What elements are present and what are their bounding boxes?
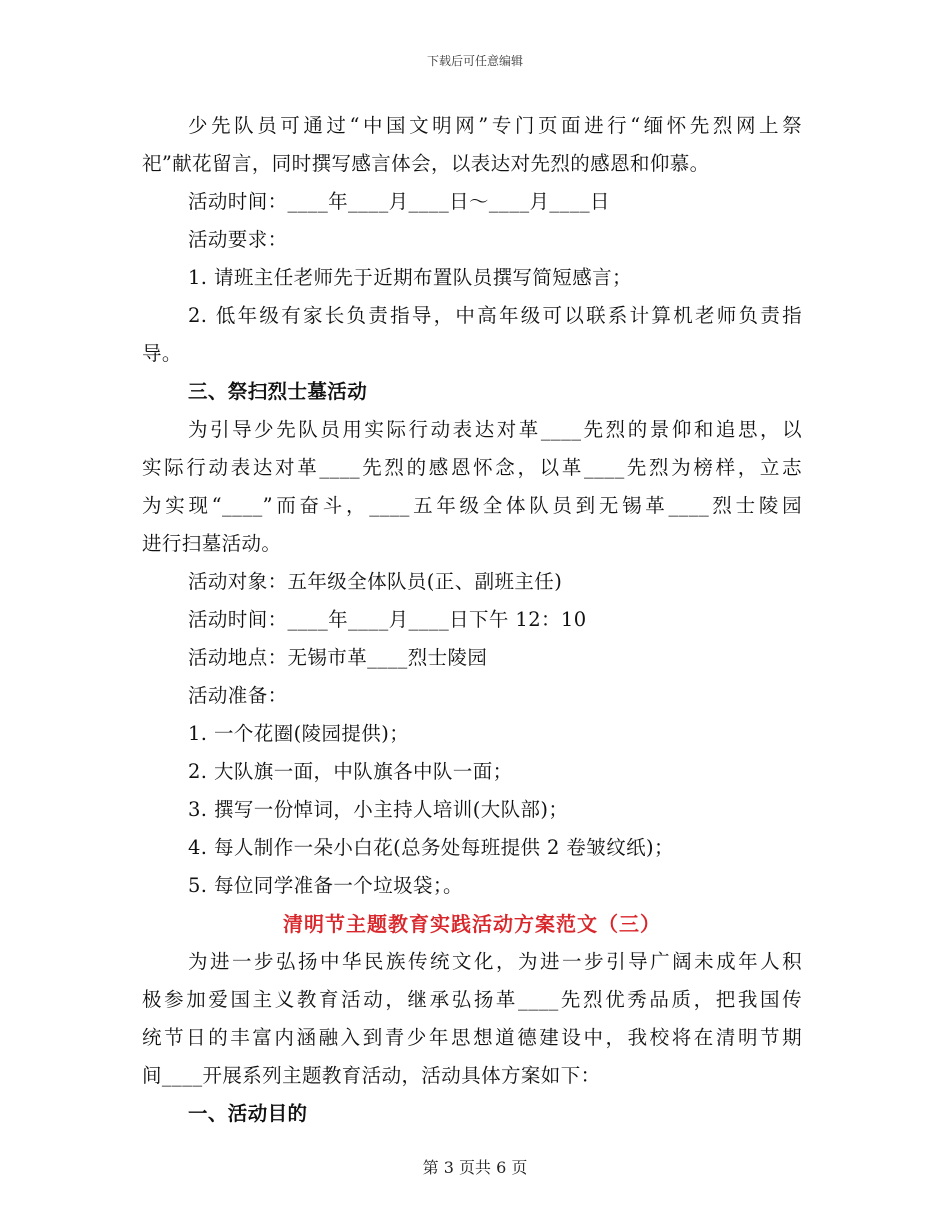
list-item: 4. 每人制作一朵小白花(总务处每班提供 2 卷皱纹纸)；: [188, 836, 674, 859]
activity-target: 活动对象：五年级全体队员(正、副班主任): [188, 570, 563, 593]
paragraph-line: 少先队员可通过“中国文明网”专门页面进行“缅怀先烈网上祭: [188, 114, 802, 137]
document-title: 清明节主题教育实践活动方案范文（三）: [283, 912, 661, 936]
preparation-heading: 活动准备：: [188, 684, 288, 707]
section-heading: 一、活动目的: [188, 1102, 308, 1125]
paragraph-line: 实际行动表达对革____先烈的感恩怀念，以革____先烈为榜样，立志: [142, 456, 802, 479]
paragraph-line: 祀”献花留言，同时撰写感言体会，以表达对先烈的感恩和仰慕。: [142, 152, 710, 175]
list-item: 2. 大队旗一面，中队旗各中队一面；: [188, 760, 513, 783]
page-footer: 第 3 页共 6 页: [422, 1158, 528, 1177]
paragraph-line: 统节日的丰富内涵融入到青少年思想道德建设中，我校将在清明节期: [142, 1026, 802, 1049]
list-item: 1. 请班主任老师先于近期布置队员撰写简短感言；: [188, 266, 632, 289]
section-heading: 三、祭扫烈士墓活动: [188, 380, 368, 403]
paragraph-line: 进行扫墓活动。: [142, 532, 282, 555]
activity-time: 活动时间：____年____月____日下午 12：10: [188, 608, 587, 631]
list-item: 3. 撰写一份悼词，小主持人培训(大队部)；: [188, 798, 569, 821]
list-item-continuation: 导。: [142, 342, 182, 365]
paragraph-line: 极参加爱国主义教育活动，继承弘扬革____先烈优秀品质，把我国传: [142, 988, 802, 1011]
paragraph-line: 为进一步弘扬中华民族传统文化，为进一步引导广阔未成年人积: [188, 950, 802, 973]
page-header: 下载后可任意编辑: [426, 54, 523, 68]
activity-time: 活动时间：____年____月____日～____月____日: [188, 190, 610, 213]
document-body: [142, 107, 802, 1133]
paragraph-line: 间____开展系列主题教育活动，活动具体方案如下：: [142, 1064, 601, 1087]
paragraph-line: 为实现“____”而奋斗，____五年级全体队员到无锡革____烈士陵园: [142, 494, 802, 517]
list-item: 2. 低年级有家长负责指导，中高年级可以联系计算机老师负责指: [188, 304, 802, 327]
list-item: 5. 每位同学准备一个垃圾袋；。: [188, 874, 463, 897]
list-item: 1. 一个花圈(陵园提供)；: [188, 722, 410, 745]
requirements-heading: 活动要求：: [188, 228, 288, 251]
activity-location: 活动地点：无锡市革____烈士陵园: [188, 646, 488, 669]
paragraph-line: 为引导少先队员用实际行动表达对革____先烈的景仰和追思，以: [188, 418, 802, 441]
